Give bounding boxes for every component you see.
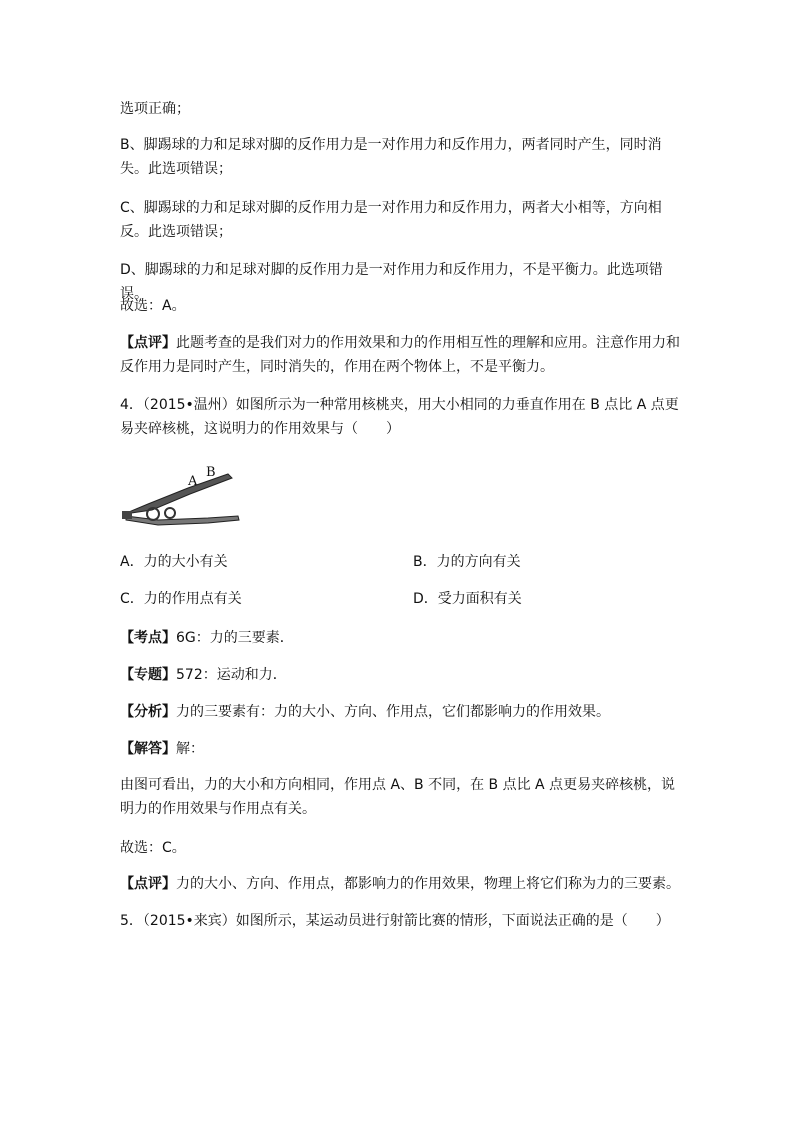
answer-q4: 故选：C。 (120, 840, 186, 856)
review2-tag: 【点评】 (120, 876, 176, 892)
question-5-stem: 5．（2015•来宾）如图所示，某运动员进行射箭比赛的情形，下面说法正确的是（ ） (120, 913, 670, 929)
jieda-line (120, 737, 680, 761)
explanation-paragraph: 由图可看出，力的大小和方向相同，作用点 A、B 不同，在 B 点比 A 点更易夹碎核桃，说明力的作用效果与作用点有关。 (120, 777, 676, 817)
point-a-label: A (188, 474, 198, 489)
jieda-tag: 【解答】 (120, 741, 176, 757)
fenxi-line (120, 700, 680, 724)
option-d: D．受力面积有关 (413, 591, 522, 607)
jieda-text: 解： (176, 741, 204, 757)
kaodian-line (120, 626, 680, 650)
zhuanti-tag: 【专题】 (120, 667, 176, 683)
answer-q3: 故选：A。 (120, 298, 186, 314)
paragraph-option-c: C、脚踢球的力和足球对脚的反作用力是一对作用力和反作用力，两者大小相等，方向相反。此选项错误； (120, 200, 662, 240)
paragraph-option-b: B、脚踢球的力和足球对脚的反作用力是一对作用力和反作用力，两者同时产生，同时消失。此选项错误； (120, 137, 662, 177)
review-q3 (120, 331, 680, 379)
review-q4 (120, 872, 680, 896)
zhuanti-text: 572：运动和力． (176, 667, 287, 683)
review-tag: 【点评】 (120, 335, 176, 351)
question-4-stem: 4．（2015•温州）如图所示为一种常用核桃夹，用大小相同的力垂直作用在 B 点比 A 点更易夹碎核桃，这说明力的作用效果与（ ） (120, 397, 679, 437)
option-b: B．力的方向有关 (413, 554, 521, 570)
nutcracker-figure (118, 452, 242, 528)
review2-text: 力的大小、方向、作用点，都影响力的作用效果，物理上将它们称为力的三要素。 (176, 876, 680, 892)
option-a: A．力的大小有关 (120, 554, 228, 570)
kaodian-tag: 【考点】 (120, 630, 176, 646)
paragraph-option-a-conclusion: 选项正确； (120, 101, 190, 117)
point-b-label: B (206, 465, 216, 480)
paragraph-option-d: D、脚踢球的力和足球对脚的反作用力是一对作用力和反作用力，不是平衡力。此选项错误。 (120, 262, 663, 302)
zhuanti-line (120, 663, 680, 687)
option-c: C．力的作用点有关 (120, 591, 242, 607)
kaodian-text: 6G：力的三要素． (176, 630, 294, 646)
review-text: 此题考查的是我们对力的作用效果和力的作用相互性的理解和应用。注意作用力和反作用力是同时产生，同时消失的，作用在两个物体上，不是平衡力。 (120, 335, 680, 375)
fenxi-text: 力的三要素有：力的大小、方向、作用点，它们都影响力的作用效果。 (176, 704, 610, 720)
fenxi-tag: 【分析】 (120, 704, 176, 720)
